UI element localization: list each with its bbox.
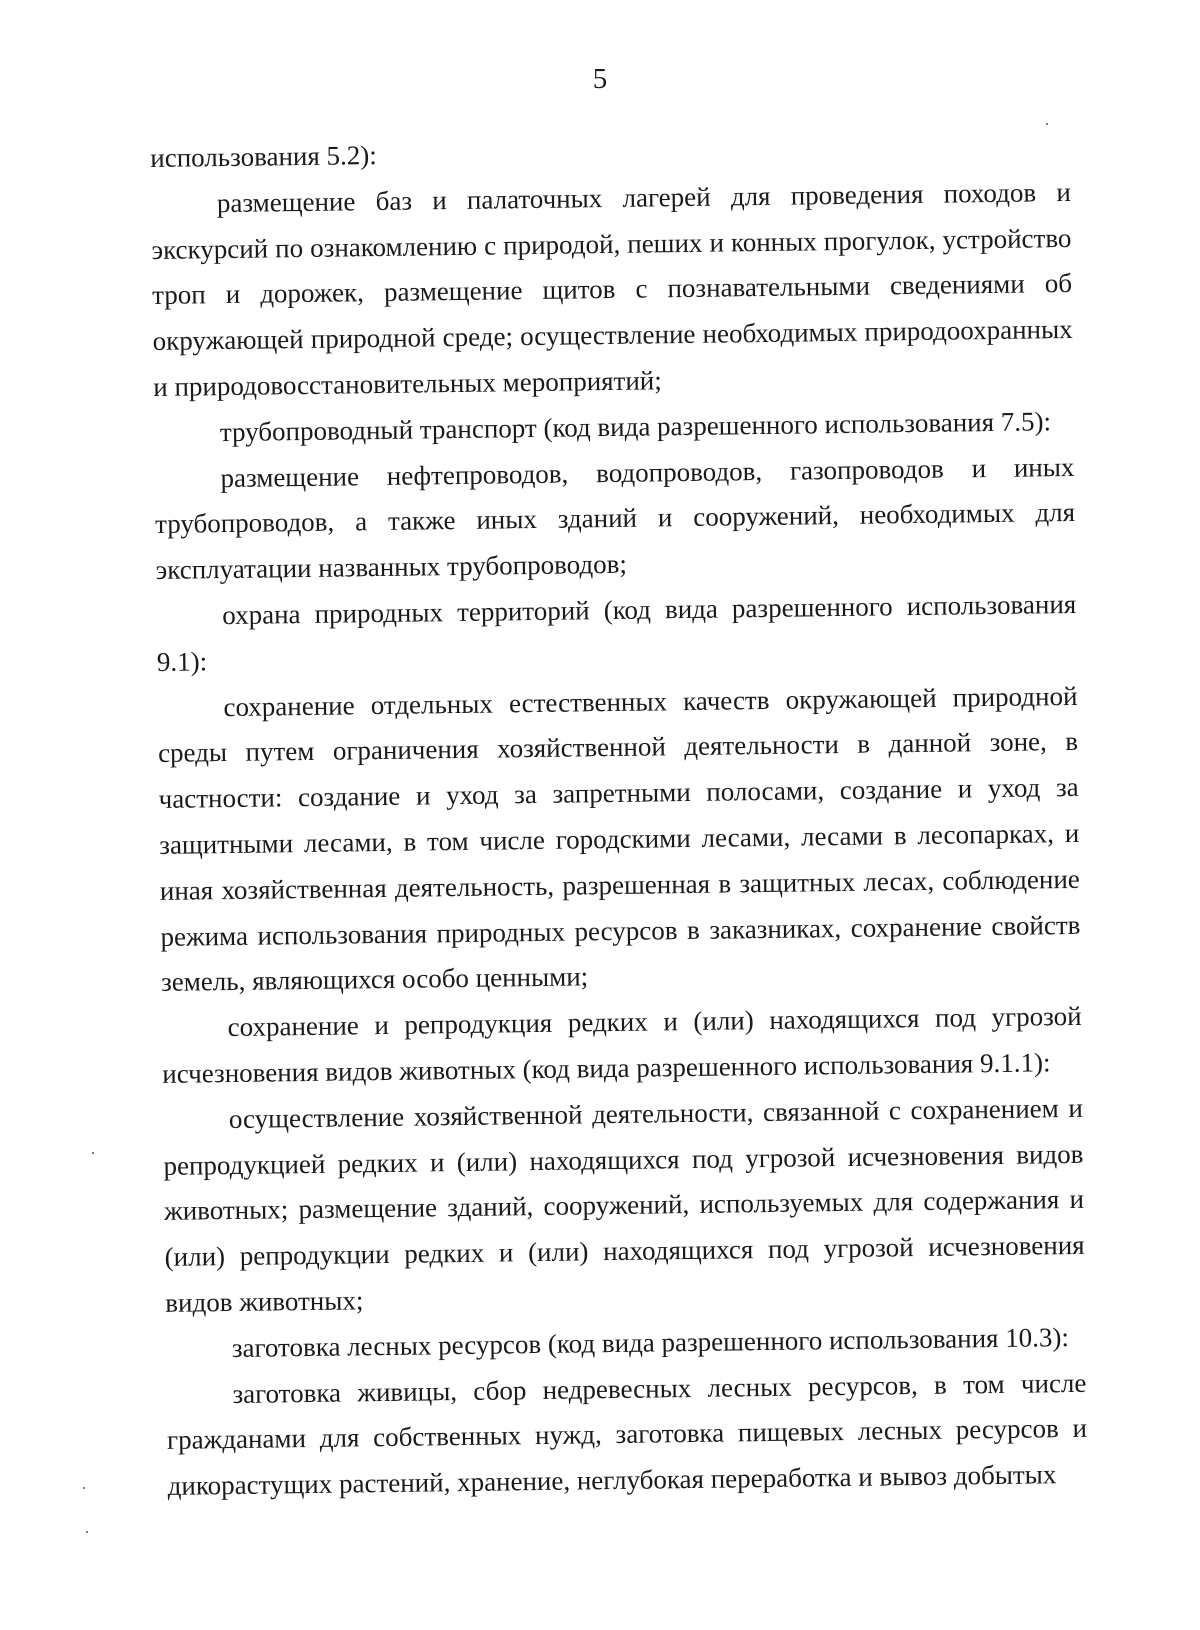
paragraph: использования 5.2): bbox=[150, 140, 377, 173]
document-body bbox=[150, 124, 1088, 1510]
paragraph: заготовка лесных ресурсов (код вида разрешенного использования 10.3): bbox=[231, 1321, 1070, 1363]
page-number: 5 bbox=[592, 63, 608, 95]
scan-speck bbox=[83, 1487, 85, 1489]
paragraph: размещение нефтепроводов, водопроводов, газопроводов и иных трубопроводов, а также иных зданий и сооружений, необходимых для эксплуатации названных трубопроводов; bbox=[154, 451, 1076, 586]
scan-speck bbox=[92, 1152, 94, 1154]
scan-speck bbox=[86, 1531, 88, 1533]
paragraph: сохранение отдельных естественных качеств окружающей природной среды путем ограничения хозяйственной деятельности в данной зоне, в частности: создание и уход за запретными полосами, создание и уход за защитными лесами, в том числе городскими лесами, лесами в лесопарках, и иная хозяйственная деятельность, разрешенная в защитных лесах, соблюдение режима использования природных ресурсов в заказниках, сохранение свойств земель, являющихся особо ценными; bbox=[157, 680, 1081, 998]
paragraph: трубопроводный транспорт (код вида разрешенного использования 7.5): bbox=[219, 406, 1052, 447]
paragraph: сохранение и репродукция редких и (или) находящихся под угрозой исчезновения видов животных (код вида разрешенного использования 9.1.1): bbox=[162, 1001, 1082, 1089]
scan-speck bbox=[1046, 123, 1048, 125]
paragraph: осуществление хозяйственной деятельности, связанной с сохранением и репродукцией редких и (или) находящихся под угрозой исчезновения видов животных; размещение зданий, сооружений, используемых для содержания и (или) репродукции редких и (или) находящихся под угрозой исчезновения видов животных; bbox=[163, 1092, 1085, 1318]
paragraph: охрана природных территорий (код вида разрешенного использования 9.1): bbox=[156, 588, 1077, 677]
paragraph: размещение баз и палаточных лагерей для проведения походов и экскурсий по ознакомлению с природой, пеших и конных прогулок, устройство троп и дорожек, размещение щитов с познавательными сведениями об окружающей природной среде; осуществление необходимых природоохранных и природовосстановительных мероприятий; bbox=[151, 176, 1073, 402]
paragraph: заготовка живицы, сбор недревесных лесных ресурсов, в том числе гражданами для собственных нужд, заготовка пищевых лесных ресурсов и дикорастущих растений, хранение, неглубокая переработка и вывоз добытых bbox=[166, 1367, 1088, 1501]
